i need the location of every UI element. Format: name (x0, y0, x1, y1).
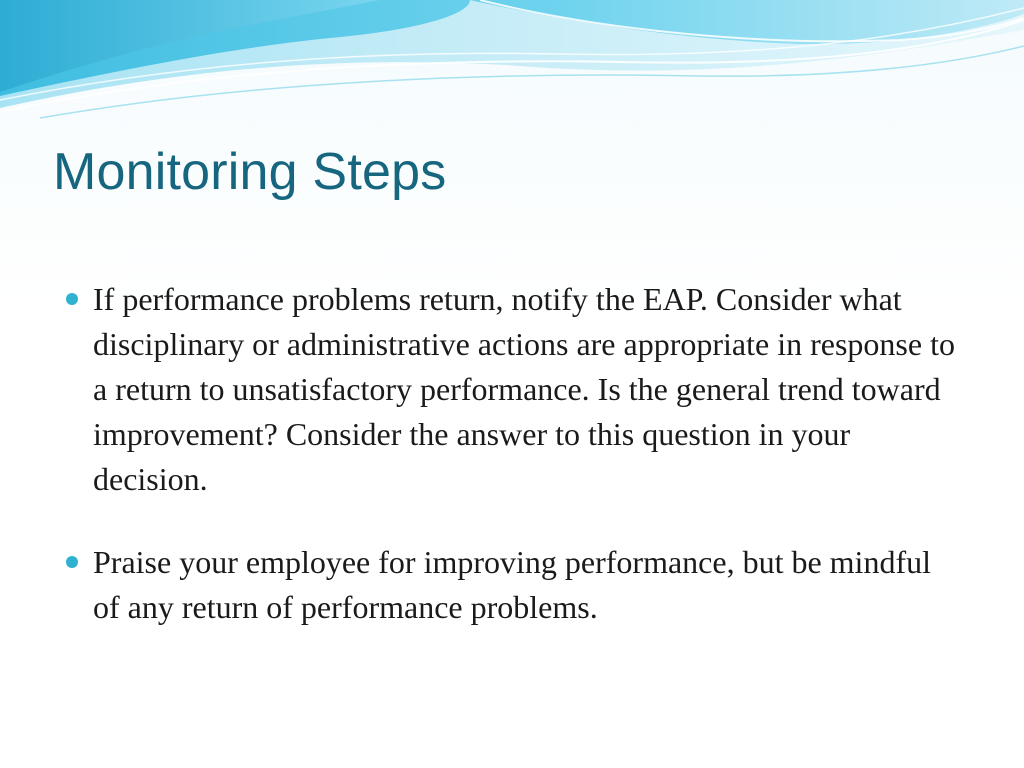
bullet-item (64, 277, 964, 502)
bullet-list (64, 277, 964, 630)
bullet-dot-icon (66, 293, 78, 305)
slide-title: Monitoring Steps (53, 143, 447, 201)
bullet-text: Praise your employee for improving performance, but be mindful of any return of performance problems. (93, 544, 931, 625)
bullet-text: If performance problems return, notify the EAP. Consider what disciplinary or administrative actions are appropriate in response to a return to unsatisfactory performance. Is the general trend toward improvement? Consider the answer to this question in your decision. (93, 281, 955, 497)
bullet-dot-icon (66, 556, 78, 568)
wave-header-decoration (0, 0, 1024, 130)
bullet-item (64, 540, 964, 630)
